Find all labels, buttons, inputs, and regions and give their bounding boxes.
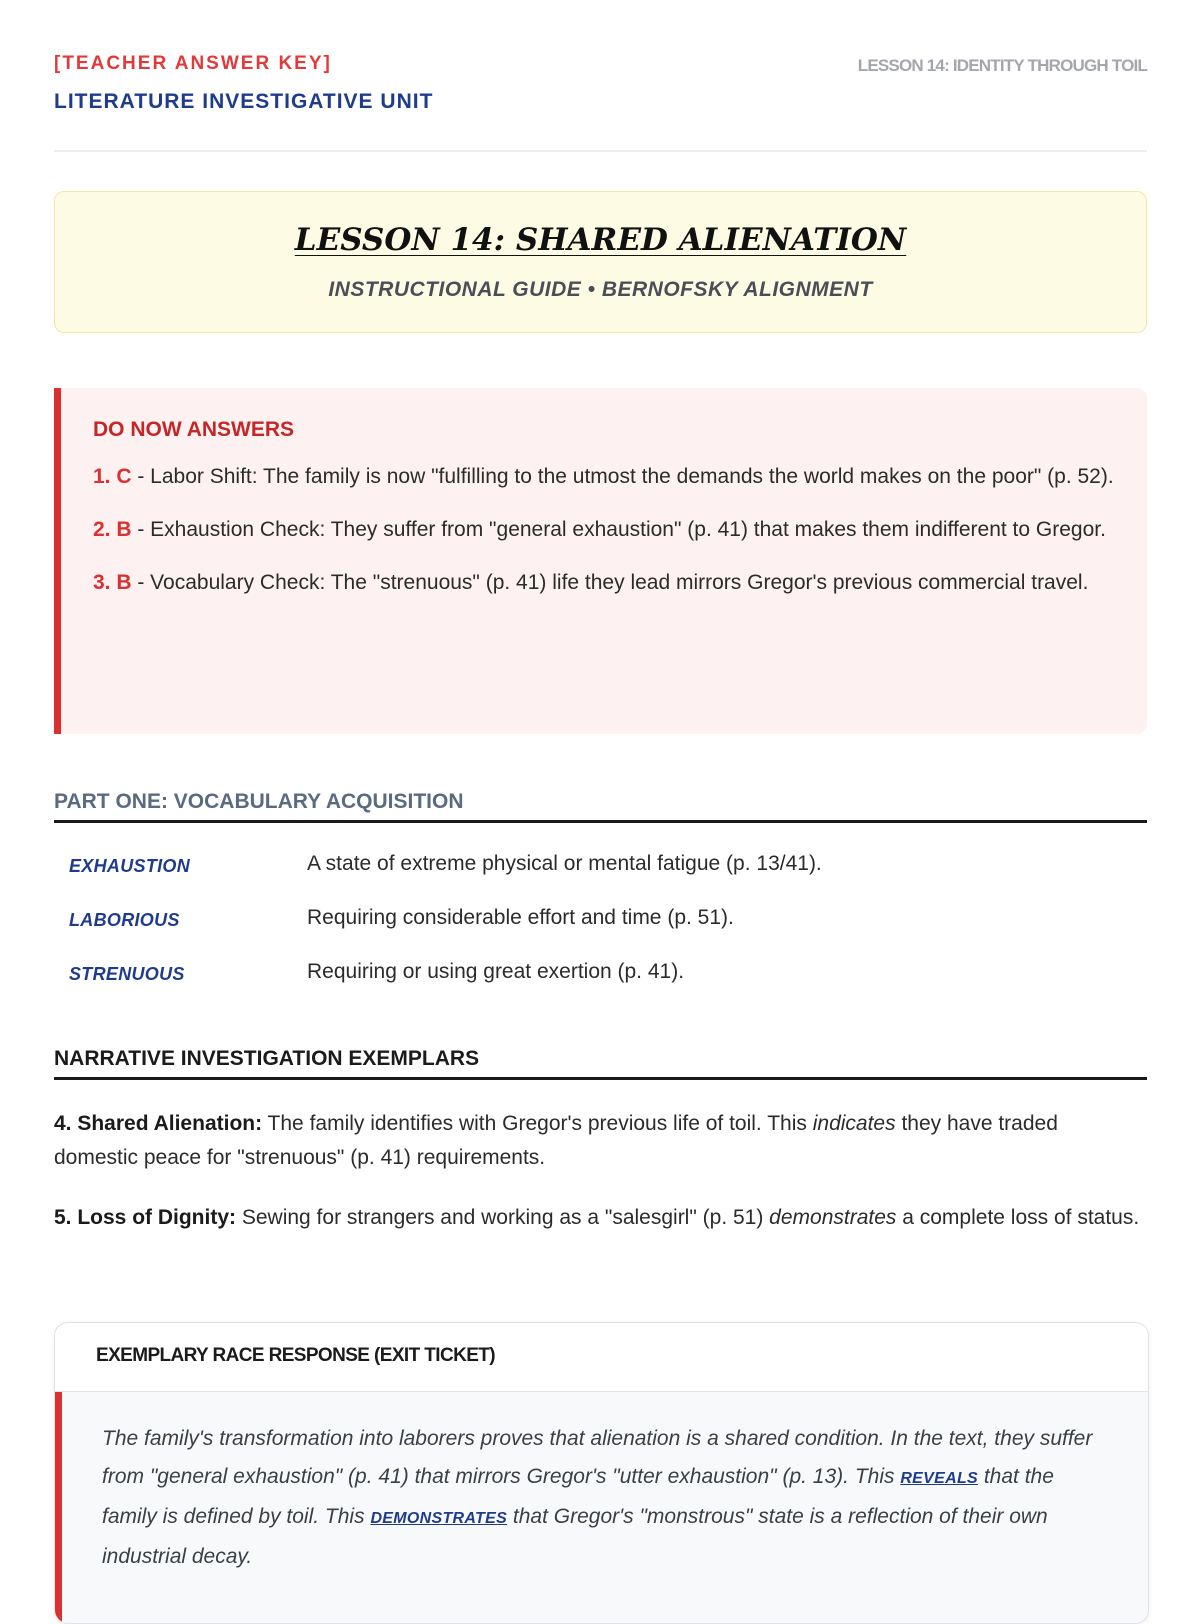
vocab-definition: Requiring considerable effort and time (p. 51). <box>307 906 734 929</box>
race-response-card <box>54 1322 1149 1624</box>
vocab-term: LABORIOUS <box>69 910 180 930</box>
do-now-heading: DO NOW ANSWERS <box>93 418 295 441</box>
lesson-title-box <box>54 191 1147 333</box>
exemplar-label: 4. Shared Alienation: <box>54 1112 263 1135</box>
vocab-row <box>54 906 1147 936</box>
narrative-heading: NARRATIVE INVESTIGATION EXEMPLARS <box>54 1047 1147 1080</box>
do-now-answer <box>93 460 1115 494</box>
race-key-verb: DEMONSTRATES <box>370 1510 508 1527</box>
race-text: that the family is defined by toil. This <box>102 1465 1054 1528</box>
page-header <box>54 52 1147 152</box>
exemplar-text: a complete loss of status. <box>896 1206 1140 1229</box>
do-now-answer <box>93 513 1115 547</box>
answer-text: - Vocabulary Check: The "strenuous" (p. 41) life they lead mirrors Gregor's previous commercial travel. <box>131 571 1089 594</box>
vocab-term: EXHAUSTION <box>69 856 191 876</box>
unit-title: LITERATURE INVESTIGATIVE UNIT <box>54 90 434 113</box>
vocab-definition: Requiring or using great exertion (p. 41). <box>307 960 685 983</box>
answer-key-tag: [TEACHER ANSWER KEY] <box>54 53 332 74</box>
race-key-verb: REVEALS <box>900 1470 978 1487</box>
vocab-row <box>54 960 1147 990</box>
race-text: The family's transformation into laborers proves that alienation is a shared condition. In the text, they suffer from "general exhaustion" (p. 41) that mirrors Gregor's "utter exhaustion" (p. 13). This <box>102 1427 1093 1488</box>
exemplar-text: The family identifies with Gregor's previous life of toil. This <box>262 1112 813 1135</box>
vocab-row <box>54 852 1147 882</box>
narrative-exemplar <box>54 1201 1147 1235</box>
answer-number: 2. B <box>93 518 132 541</box>
exemplar-text: Sewing for strangers and working as a "salesgirl" (p. 51) <box>236 1206 770 1229</box>
race-text: that Gregor's "monstrous" state is a reflection of their own industrial decay. <box>102 1505 1048 1568</box>
answer-number: 3. B <box>93 571 132 594</box>
race-card-title: EXEMPLARY RACE RESPONSE (EXIT TICKET) <box>96 1345 496 1366</box>
exemplar-label: 5. Loss of Dignity: <box>54 1206 237 1229</box>
exemplar-verb: indicates <box>812 1112 896 1135</box>
vocab-definition: A state of extreme physical or mental fatigue (p. 13/41). <box>307 852 822 875</box>
do-now-answer <box>93 566 1115 600</box>
exemplar-verb: demonstrates <box>769 1206 897 1229</box>
answer-number: 1. C <box>93 465 132 488</box>
vocab-term: STRENUOUS <box>69 964 185 984</box>
header-lesson-label: LESSON 14: IDENTITY THROUGH TOIL <box>857 56 1147 75</box>
lesson-title <box>55 222 1146 258</box>
exemplar-text: they have traded domestic peace for "strenuous" (p. 41) requirements. <box>54 1112 1058 1169</box>
race-response-body <box>55 1392 1148 1623</box>
narrative-exemplar <box>54 1107 1147 1175</box>
do-now-answers-box <box>54 388 1147 734</box>
vocabulary-heading: PART ONE: VOCABULARY ACQUISITION <box>54 790 1147 823</box>
answer-text: - Labor Shift: The family is now "fulfilling to the utmost the demands the world makes on the poor" (p. 52). <box>131 465 1114 488</box>
lesson-subtitle: INSTRUCTIONAL GUIDE • BERNOFSKY ALIGNMENT <box>328 278 873 301</box>
answer-text: - Exhaustion Check: They suffer from "general exhaustion" (p. 41) that makes them indifferent to Gregor. <box>131 518 1106 541</box>
lesson-title-text: LESSON 14: SHARED ALIENATION <box>294 222 907 258</box>
race-card-header <box>55 1323 1148 1392</box>
